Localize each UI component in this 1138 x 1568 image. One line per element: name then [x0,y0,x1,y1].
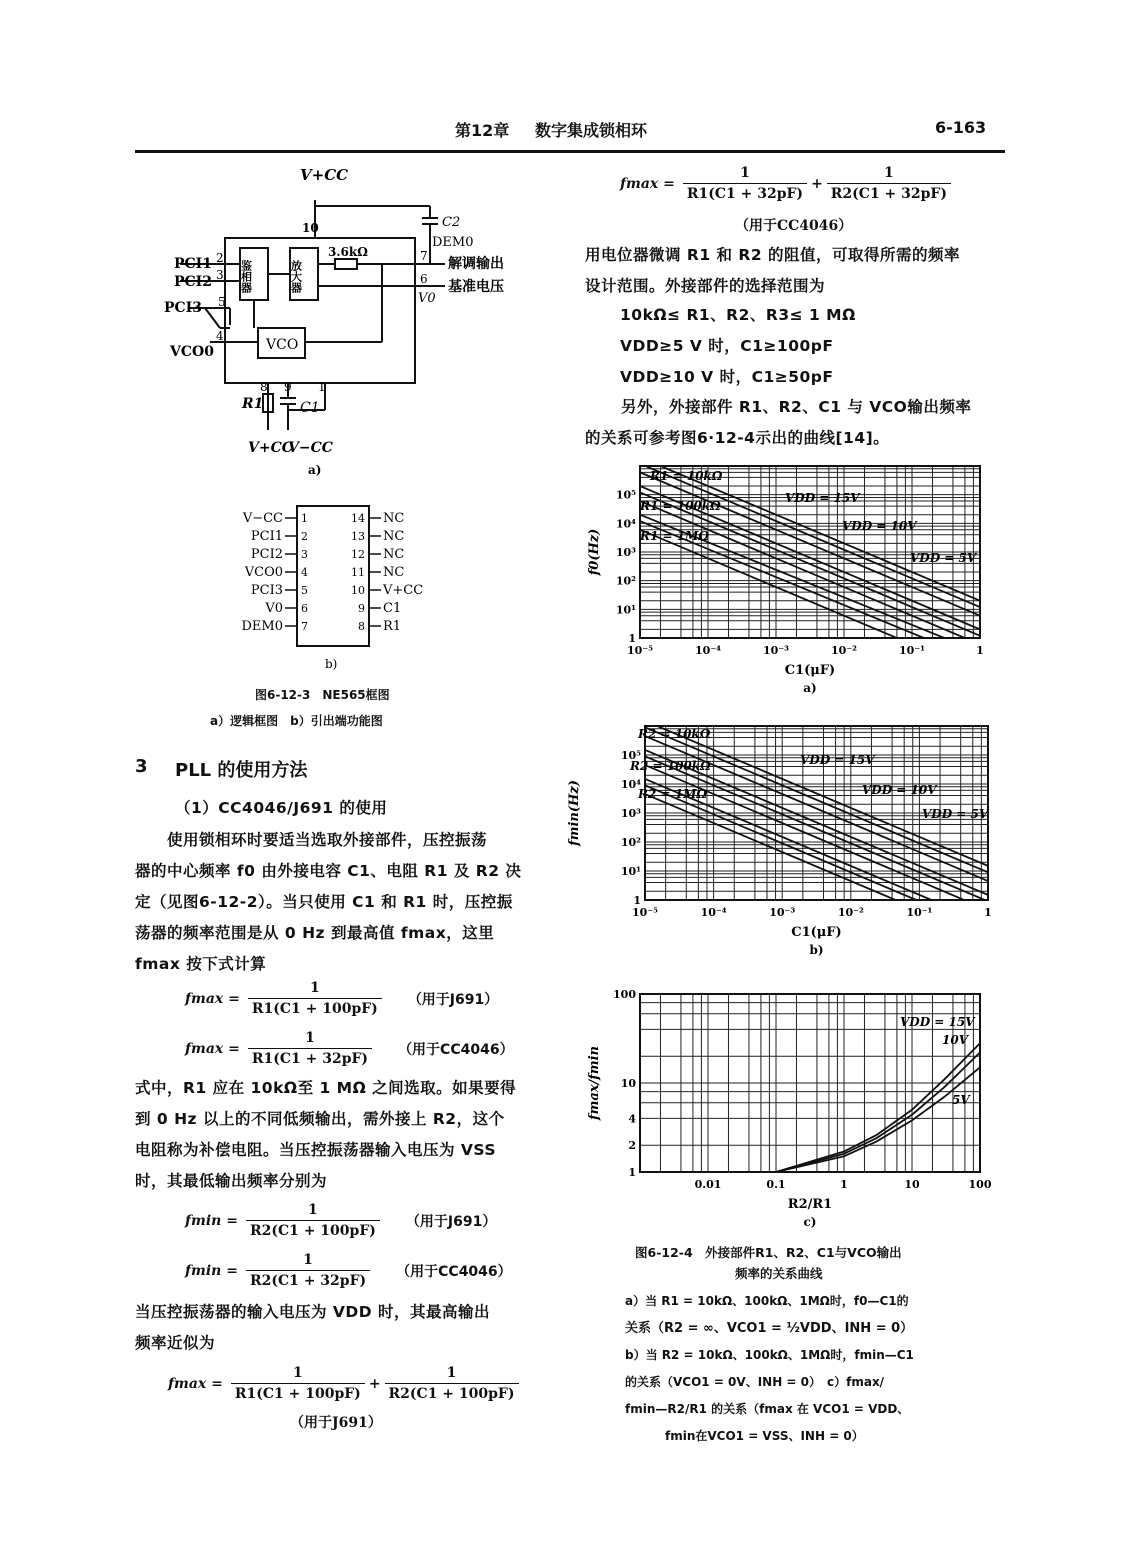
formula-note: （用于J691） [407,991,499,1008]
paragraph-1 [135,825,521,980]
paragraph-5 [585,392,971,454]
vdd-annotation: VDD = 5V [922,807,989,821]
formula-numerator: 1 [303,1252,313,1268]
formula-denominator: R2(C1 + 100pF) [385,1383,519,1402]
series-label: R1 = 10kΩ [650,469,723,483]
pin-2-label: 2 [216,251,224,265]
formula-lhs: fmax = [185,1040,240,1057]
pc12-label: PCI2 [174,274,212,290]
pin-3-label: 3 [216,268,224,282]
formula-numerator: 1 [740,165,750,181]
pinout-left-pins [242,511,309,634]
pin-6-label: 6 [420,272,428,286]
pin-number-label: 6 [301,602,308,615]
chapter-title: 数字集成锁相环 [535,121,648,140]
subfig-a-label: a) [308,463,322,477]
vdd-annotation: VDD = 15V [900,1015,975,1029]
pin-number-label: 10 [351,584,365,597]
x-axis-label: C1(μF) [784,663,836,678]
vco-block-label: VCO [266,337,299,353]
section-number: 3 [135,756,148,777]
chart-fmin-vs-c1 [560,718,1000,968]
series-label: R1 = 100kΩ [640,499,721,513]
formula-numerator: 1 [292,1365,303,1381]
formula-fmax-sum-cc4046 [620,165,955,202]
caption-note-line: b）当 R2 = 10kΩ、100kΩ、1MΩ时，fmin—C1 [625,1348,914,1362]
formula-note: （用于CC4046） [396,1263,512,1280]
c2-label: C2 [442,215,461,230]
pin-name-label: PCI3 [250,583,283,598]
vdd-annotation: 10V [942,1033,969,1047]
formula-note: （用于J691） [405,1213,497,1230]
para1-line: 使用锁相环时要适当选取外接部件，压控振荡 [167,831,488,849]
caption-note-line: 关系（R2 = ∞、VCO1 = ½VDD、INH = 0） [625,1321,914,1336]
pin-name-label: NC [383,565,405,580]
subsection-title [175,793,387,824]
formula-denominator: R1(C1 + 32pF) [683,183,807,202]
ref-voltage-label: 基准电压 [448,279,504,295]
section-title: PLL 的使用方法 [175,760,308,781]
pin-name-label: NC [383,511,405,526]
component-ranges [620,300,856,393]
formula-numerator: 1 [309,980,320,996]
y-tick-label: 10³ [620,807,641,820]
formula-fmin-j691 [185,1202,496,1239]
pin-7-label: 7 [420,249,428,263]
vdd-annotation: VDD = 10V [842,519,917,533]
formula-note: （用于J691） [290,1415,382,1431]
subfig-b-label: b) [325,657,338,671]
figure-6-12-3-caption: 图6-12-3 NE565框图 [255,688,390,702]
pin-number-label: 13 [351,530,365,543]
pin-name-label: V−CC [242,511,283,526]
formula-lhs: fmin = [185,1262,238,1279]
vdd-annotation: VDD = 10V [862,783,937,797]
pc13-label: PCI3 [164,300,202,316]
para5-line: 另外，外接部件 R1、R2、C1 与 VCO输出频率 [621,398,972,416]
pin-number-label: 14 [351,512,365,525]
series-label: R1 = 1MΩ [640,529,710,543]
x-tick-label: 10⁻² [831,644,857,657]
para1-line: 荡器的频率范围是从 0 Hz 到最高值 fmax，这里 [135,924,495,942]
subfigure-label: a) [803,681,817,695]
pin-9-label: 9 [284,380,292,394]
para1-line: fmax 按下式计算 [135,955,267,973]
vcc-top-label: V+CC [300,166,349,184]
amplifier-label: 放大器 [289,260,303,293]
y-tick-label: 10¹ [615,603,636,617]
resistor-label: 3.6kΩ [328,245,368,259]
formula-5-note [290,1412,382,1432]
caption-note-line: fmin在VCO1 = VSS、INH = 0） [665,1429,864,1443]
y-tick-label: 10⁴ [615,517,636,531]
x-tick-label: 10⁻³ [769,906,796,919]
range-line: VDD≥10 V 时，C1≥50pF [620,368,834,386]
series-line [640,501,980,644]
pinout-right-pins [351,511,423,634]
vco-out-label: VCO0 [170,344,214,360]
vo-label: V0 [418,291,436,306]
y-tick-label: 1 [633,894,641,907]
y-axis-label: fmax/fmin [587,1045,602,1121]
series-label: R2 = 100kΩ [630,759,711,773]
paragraph-2 [135,1073,516,1197]
series-line [645,756,988,901]
pin-name-label: R1 [383,619,402,634]
x-tick-label: 100 [968,1178,992,1191]
x-tick-label: 10⁻³ [763,644,789,657]
formula-note: （用于CC4046） [735,218,853,234]
ne565-logic-diagram [160,160,540,480]
pin-number-label: 11 [351,566,365,579]
dem-label: DEM0 [432,235,474,250]
formula-numerator: 1 [308,1202,318,1218]
para2-line: 到 0 Hz 以上的不同低频输出，需外接上 R2，这个 [135,1110,505,1128]
series-line [776,1053,980,1172]
para1-line: 定（见图6-12-2）。当只使用 C1 和 R1 时，压控振 [135,893,513,911]
formula-fmax-cc4046 [185,1030,514,1067]
formula-note: （用于CC4046） [398,1041,514,1058]
formula-plus: + [368,1375,381,1392]
formula-denominator: R1(C1 + 100pF) [231,1383,365,1402]
caption-note-line: fmin—R2/R1 的关系（fmax 在 VCO1 = VDD、 [625,1402,910,1416]
pin-8-label: 8 [260,380,268,394]
formula-lhs: fmax = [620,175,675,192]
chart-fmax-fmin-ratio [580,982,1000,1232]
pin-number-label: 7 [301,620,308,633]
header-rule [135,150,1005,153]
y-tick-label: 10⁵ [615,488,636,502]
para2-line: 电阻称为补偿电阻。当压控振荡器输入电压为 VSS [135,1141,497,1159]
chapter-label: 第12章 [455,121,510,140]
pin-name-label: NC [383,547,405,562]
para2-line: 时，其最低输出频率分别为 [135,1172,328,1190]
paragraph-3 [135,1297,490,1359]
figure-6-12-3-subcaption: a）逻辑框图 b）引出端功能图 [210,714,383,728]
formula-denominator: R1(C1 + 100pF) [248,998,382,1017]
y-tick-label: 10³ [615,546,636,559]
formula-denominator: R2(C1 + 32pF) [246,1270,370,1289]
x-tick-label: 10⁻⁴ [700,906,727,919]
pin-number-label: 5 [301,584,308,597]
series-label: R2 = 10kΩ [638,727,711,741]
x-tick-label: 0.01 [694,1178,722,1191]
x-axis-label: R2/R1 [787,1197,833,1212]
formula-numerator: 1 [305,1030,315,1046]
phase-detector-label: 鉴相器 [239,260,253,293]
pin-5-label: 5 [218,295,226,309]
formula-denominator: R1(C1 + 32pF) [248,1048,372,1067]
formula-fmax-sum-j691 [168,1365,523,1402]
demod-output-label: 解调输出 [448,256,504,272]
y-axis-label: fmin(Hz) [567,780,582,846]
range-line: VDD≥5 V 时，C1≥100pF [620,337,834,355]
x-tick-label: 10⁻⁵ [627,644,653,657]
x-tick-label: 0.1 [766,1178,786,1191]
pin-name-label: NC [383,529,405,544]
vdd-annotation: VDD = 5V [910,551,977,565]
ne565-pinout-diagram [225,500,425,675]
y-tick-label: 1 [628,1166,636,1179]
page-number: 6-163 [935,118,987,137]
formula-lhs: fmax = [168,1375,223,1392]
y-tick-label: 10 [620,1077,636,1090]
y-axis-label: f0(Hz) [587,528,602,576]
para4-line: 用电位器微调 R1 和 R2 的阻值，可取得所需的频率 [585,246,961,264]
x-tick-label: 10⁻² [837,906,864,919]
formula-lhs: fmax = [185,990,240,1007]
pin-name-label: V+CC [383,583,424,598]
pin-name-label: VCO0 [244,565,283,580]
formula-numerator: 1 [446,1365,457,1381]
paragraph-4 [585,240,960,302]
x-tick-label: 10⁻⁴ [695,644,721,657]
pin-number-label: 9 [358,602,365,615]
series-label: R2 = 1MΩ [638,787,708,801]
subfigure-label: b) [809,943,824,957]
pin-number-label: 12 [351,548,365,561]
formula-denominator: R2(C1 + 100pF) [246,1220,380,1239]
figure-6-12-4-notes [625,1288,914,1450]
pin-name-label: C1 [383,601,402,616]
y-tick-label: 10² [620,836,641,849]
vcc-plus-label: V+CC [248,440,293,456]
caption-note-line: 的关系（VCO1 = 0V、INH = 0） c）fmax/ [625,1375,885,1389]
r1-label: R1 [242,396,264,412]
formula-denominator: R2(C1 + 32pF) [827,183,951,202]
para1-line: 器的中心频率 f0 由外接电容 C1、电阻 R1 及 R2 决 [135,862,522,880]
y-tick-label: 1 [628,632,636,645]
para4-line: 设计范围。外接部件的选择范围为 [585,277,826,295]
pin-number-label: 4 [301,566,308,579]
x-tick-label: 1 [976,644,984,657]
x-tick-label: 1 [984,906,992,919]
range-line: 10kΩ≤ R1、R2、R3≤ 1 MΩ [620,306,856,324]
formula-numerator: 1 [884,165,894,181]
c1-label: C1 [300,400,320,416]
vcc-minus-label: V−CC [288,440,333,456]
para5-line: 的关系可参考图6·12-4示出的曲线[14]。 [585,429,890,447]
vdd-annotation: 5V [952,1093,970,1107]
pin-4-label: 4 [216,329,224,343]
x-tick-label: 1 [840,1178,848,1191]
x-tick-label: 10⁻⁵ [632,906,658,919]
figure-6-12-4-caption-line1: 图6-12-4 外接部件R1、R2、C1与VCO输出 [635,1245,902,1260]
y-tick-label: 10² [615,574,636,588]
pin-name-label: V0 [265,601,283,616]
x-tick-label: 10 [904,1178,920,1191]
subfigure-label: c) [803,1215,817,1229]
y-tick-label: 2 [628,1139,636,1153]
x-axis-label: C1(μF) [791,925,842,940]
pin-1-label: 1 [318,380,326,394]
pin-name-label: PCI2 [250,547,283,562]
pin-name-label: PCI1 [250,529,283,544]
formula-6-note [735,215,852,235]
x-tick-label: 10⁻¹ [906,906,933,919]
pin-number-label: 8 [358,620,365,633]
para3-line: 频率近似为 [135,1334,216,1352]
vdd-annotation: VDD = 15V [785,491,860,505]
caption-note-line: a）当 R1 = 10kΩ、100kΩ、1MΩ时，f0—C1的 [625,1294,909,1308]
formula-fmax-j691 [185,980,498,1017]
subsection-text: （1）CC4046/J691 的使用 [175,799,388,817]
formula-lhs: fmin = [185,1212,238,1229]
formula-plus: + [811,175,823,192]
y-tick-label: 10⁴ [620,778,641,791]
pc11-label: PCI1 [174,256,212,272]
x-tick-label: 10⁻¹ [899,644,925,657]
chart-f0-vs-c1 [580,458,1000,708]
y-tick-label: 4 [628,1112,636,1126]
figure-6-12-4-caption-line2: 频率的关系曲线 [735,1266,823,1281]
series-line [776,1043,980,1172]
pin-number-label: 1 [301,512,308,525]
y-tick-label: 100 [613,988,636,1001]
para2-line: 式中，R1 应在 10kΩ至 1 MΩ 之间选取。如果要得 [135,1079,517,1097]
vdd-annotation: VDD = 15V [800,753,875,767]
pin-name-label: DEM0 [241,619,283,634]
formula-fmin-cc4046 [185,1252,512,1289]
para3-line: 当压控振荡器的输入电压为 VDD 时，其最高输出 [135,1303,491,1321]
pin-number-label: 3 [301,548,308,561]
y-tick-label: 10¹ [620,865,641,878]
y-tick-label: 10⁵ [620,749,641,762]
pin-number-label: 2 [301,530,308,543]
pin-10-label: 10 [302,221,319,235]
